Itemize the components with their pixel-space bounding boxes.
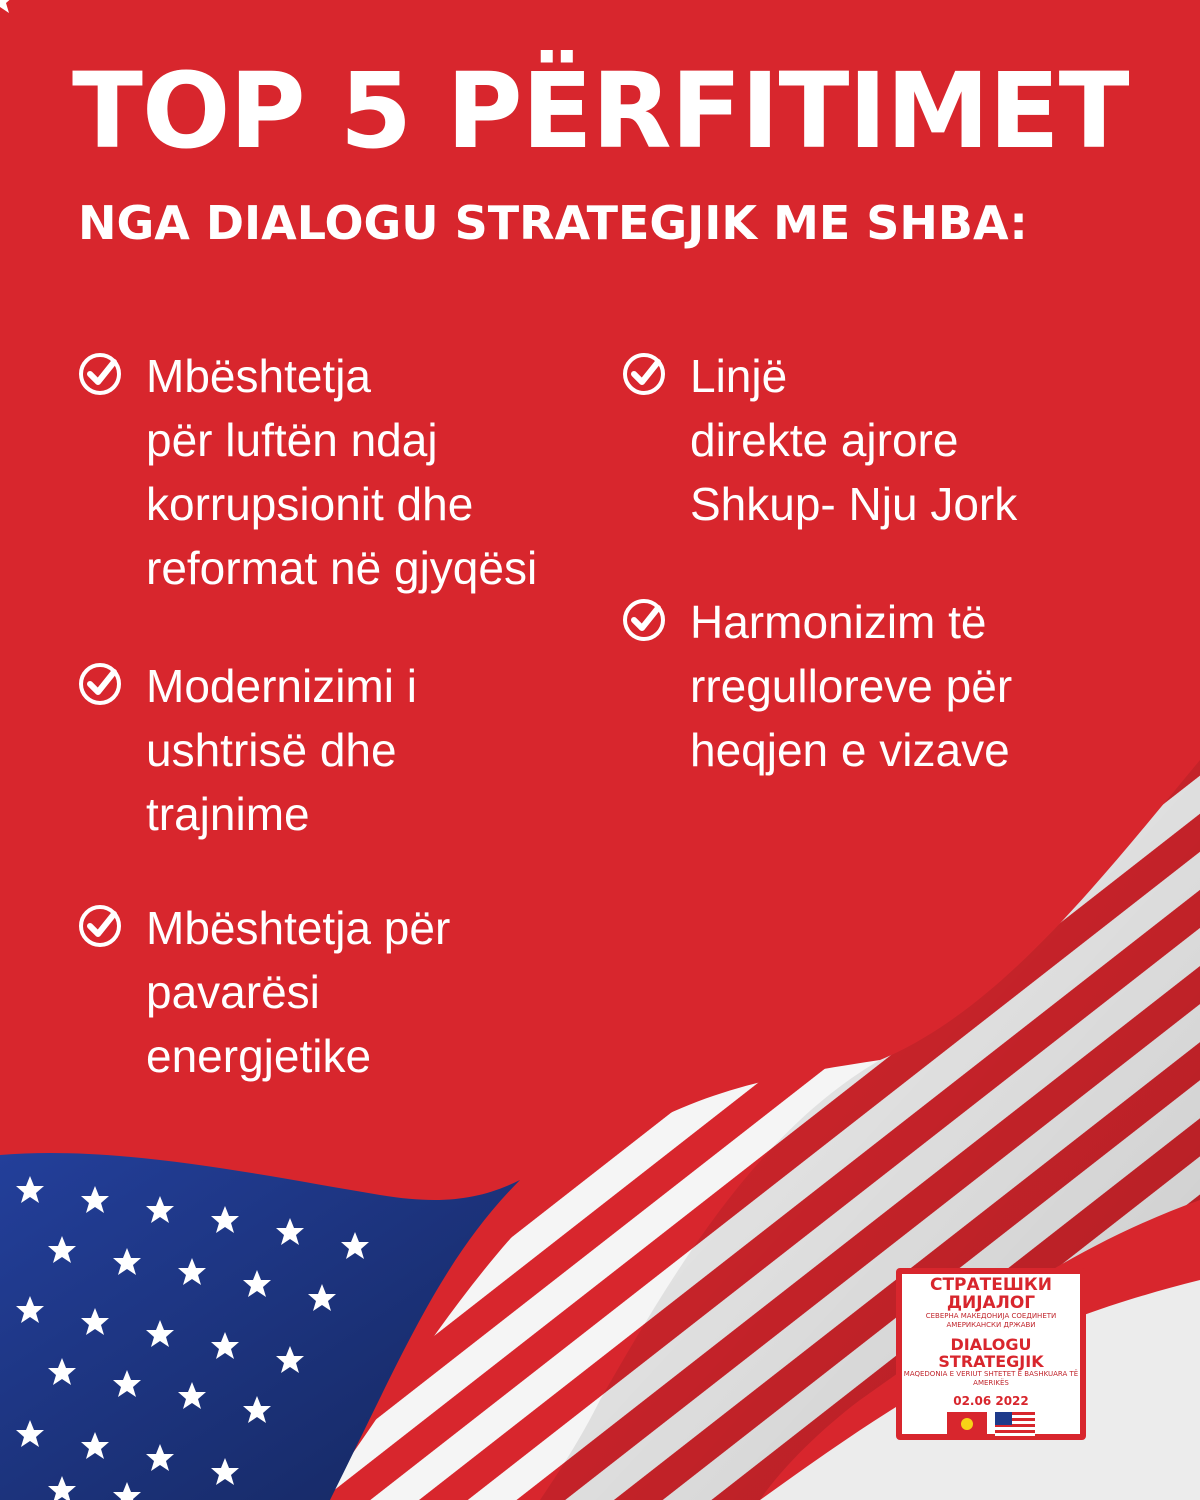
check-circle-icon	[620, 596, 668, 644]
benefit-line: Harmonizim të	[690, 596, 987, 648]
benefit-item	[620, 344, 1017, 536]
logo-title-mk: СТРАТЕШКИ ДИЈАЛОГ	[929, 1275, 1053, 1313]
benefit-line: rregulloreve për	[690, 660, 1013, 712]
benefit-line: për luftën ndaj	[146, 414, 438, 466]
check-circle-icon	[76, 350, 124, 398]
check-circle-icon	[76, 902, 124, 950]
logo-subtitle-mk: СЕВЕРНА МАКЕДОНИЈА СОЕДИНЕТИ АМЕРИКАНСКИ ДРЖАВИ	[925, 1312, 1057, 1329]
check-circle-icon	[76, 660, 124, 708]
benefit-line: energjetike	[146, 1030, 372, 1082]
benefit-item	[76, 896, 450, 1088]
benefit-line: Shkup- Nju Jork	[690, 478, 1018, 530]
strategic-dialogue-logo	[896, 1268, 1086, 1440]
benefit-item	[76, 344, 537, 600]
benefit-line: Modernizimi i	[146, 660, 417, 712]
benefit-item	[620, 590, 1012, 782]
macedonia-flag-icon	[947, 1412, 987, 1436]
logo-flags	[902, 1412, 1080, 1436]
benefit-line: Linjë	[690, 350, 788, 402]
benefit-line: ushtrisë dhe	[146, 724, 397, 776]
page-subtitle: NGA DIALOGU STRATEGJIK ME SHBA:	[78, 196, 1028, 250]
benefit-item	[76, 654, 417, 846]
benefit-line: korrupsionit dhe	[146, 478, 474, 530]
benefit-line: Mbështetja	[146, 350, 372, 402]
logo-subtitle-sq: MAQEDONIA E VERIUT SHTETET E BASHKUARA TË AMERIKËS	[903, 1370, 1079, 1387]
us-flag-icon	[995, 1412, 1035, 1436]
logo-date: 02.06 2022	[953, 1394, 1029, 1408]
check-circle-icon	[620, 350, 668, 398]
logo-title-sq: DIALOGU STRATEGJIK	[938, 1335, 1044, 1371]
benefit-line: pavarësi	[146, 966, 320, 1018]
benefit-line: direkte ajrore	[690, 414, 959, 466]
benefit-line: Mbështetja për	[146, 902, 451, 954]
page-title: TOP 5 PËRFITIMET	[72, 50, 1129, 172]
benefit-line: trajnime	[146, 788, 310, 840]
benefit-line: heqjen e vizave	[690, 724, 1010, 776]
benefit-line: reformat në gjyqësi	[146, 542, 538, 594]
